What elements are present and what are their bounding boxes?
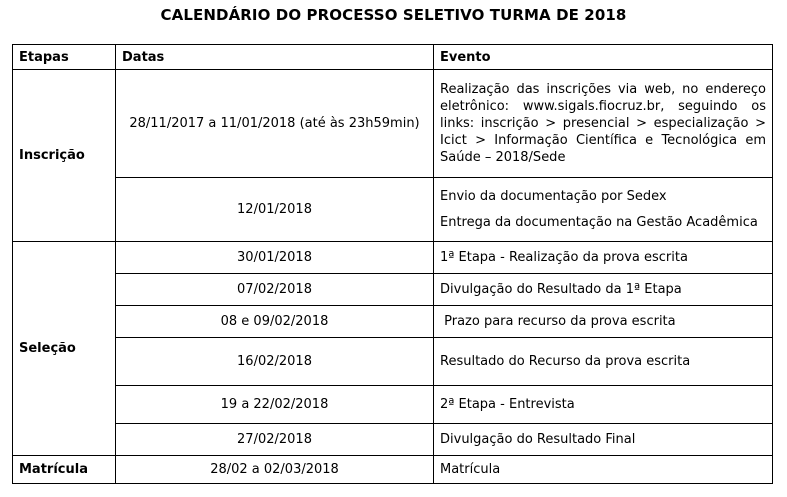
row-date: 08 e 09/02/2018 [116, 306, 434, 338]
row-date: 27/02/2018 [116, 424, 434, 456]
header-dates: Datas [116, 45, 434, 70]
row-date: 30/01/2018 [116, 242, 434, 274]
table-header-row [13, 45, 773, 70]
row-date: 28/11/2017 a 11/01/2018 (até às 23h59min) [116, 70, 434, 178]
row-date: 07/02/2018 [116, 274, 434, 306]
row-event [434, 178, 773, 242]
event-line: Envio da documentação por Sedex [440, 189, 667, 204]
table-row [13, 242, 773, 274]
row-event: 1ª Etapa - Realização da prova escrita [434, 242, 773, 274]
table-row [13, 178, 773, 242]
row-event: Divulgação do Resultado da 1ª Etapa [434, 274, 773, 306]
row-event: 2ª Etapa - Entrevista [434, 386, 773, 424]
row-date: 12/01/2018 [116, 178, 434, 242]
header-event: Evento [434, 45, 773, 70]
event-line: Entrega da documentação na Gestão Acadêmica [440, 215, 758, 230]
table-row [13, 456, 773, 484]
row-date: 19 a 22/02/2018 [116, 386, 434, 424]
stage-selecao: Seleção [13, 242, 116, 456]
row-date: 28/02 a 02/03/2018 [116, 456, 434, 484]
stage-inscricao: Inscrição [13, 70, 116, 242]
stage-matricula: Matrícula [13, 456, 116, 484]
table-row [13, 70, 773, 178]
document-title: CALENDÁRIO DO PROCESSO SELETIVO TURMA DE 2018 [160, 6, 627, 24]
row-event: Realização das inscrições via web, no endereço eletrônico: www.sigals.fiocruz.br, seguindo os links: inscrição > presencial > especialização > Icict > Informação Científica e Tecnológica em Saúde – 2018/Sede [434, 70, 773, 178]
calendar-table [12, 44, 773, 484]
table-row [13, 306, 773, 338]
header-stage: Etapas [13, 45, 116, 70]
row-event: Prazo para recurso da prova escrita [434, 306, 773, 338]
table-row [13, 338, 773, 386]
table-row [13, 274, 773, 306]
row-event: Divulgação do Resultado Final [434, 424, 773, 456]
row-date: 16/02/2018 [116, 338, 434, 386]
table-row [13, 386, 773, 424]
row-event: Matrícula [434, 456, 773, 484]
row-event: Resultado do Recurso da prova escrita [434, 338, 773, 386]
table-row [13, 424, 773, 456]
